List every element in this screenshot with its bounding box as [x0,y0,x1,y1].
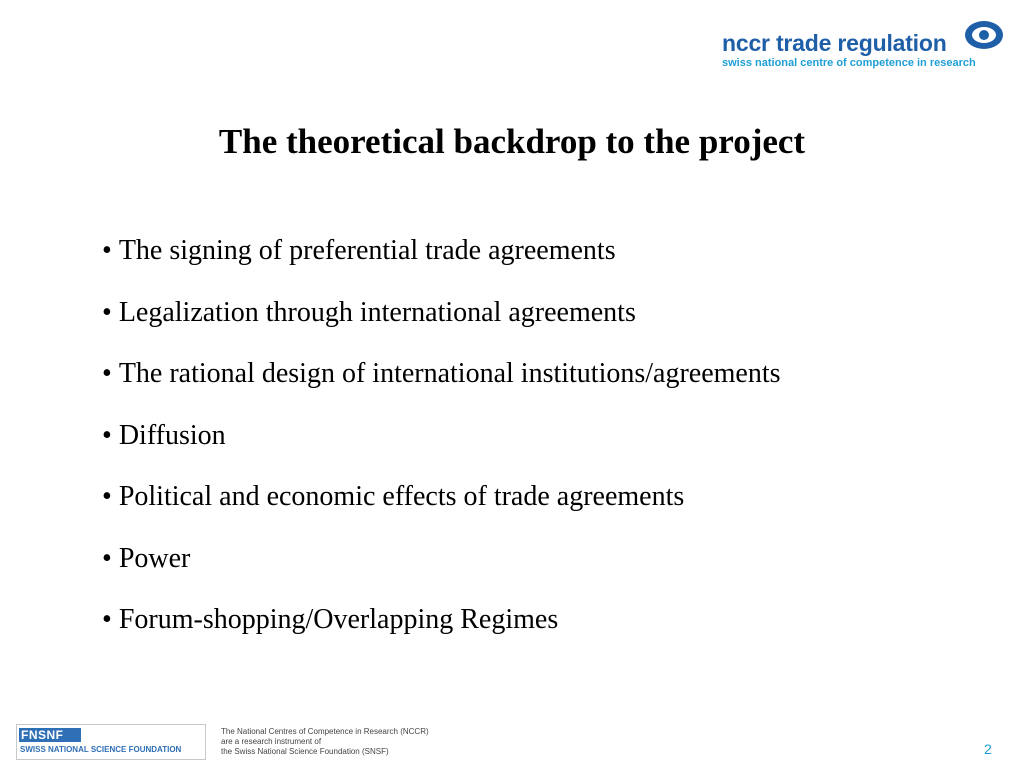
bullet-item [102,476,781,538]
footer-note [221,727,429,757]
bullet-mark: • [102,604,112,635]
bullet-text: Diffusion [118,419,226,451]
bullet-text: Forum-shopping/Overlapping Regimes [118,604,559,635]
bullet-text: Political and economic effects of trade agreements [118,481,685,512]
bullet-mark: • [102,296,112,328]
snf-logo-name: SWISS NATIONAL SCIENCE FOUNDATION [20,745,182,754]
bullet-item [102,415,781,477]
snf-logo-mark: FNSNF [19,728,81,742]
bullet-item [102,353,781,415]
bullet-mark: • [102,358,112,389]
bullet-text: The signing of preferential trade agreements [118,235,616,266]
nccr-logo-subtitle: swiss national centre of competence in research [722,57,976,69]
bullet-text: Power [118,542,191,574]
bullet-item [102,292,781,354]
footer-note-line: are a research instrument of [221,737,322,746]
page-number: 2 [984,741,992,757]
bullet-item [102,599,781,661]
bullet-mark: • [102,542,112,574]
bullet-text: The rational design of international institutions/agreements [118,358,781,389]
snf-logo [16,724,206,760]
bullet-mark: • [102,235,112,266]
footer-note-line: the Swiss National Science Foundation (SNSF) [221,747,389,756]
bullet-item [102,538,781,600]
bullet-list [102,230,781,661]
bullet-mark: • [102,419,112,451]
eye-icon [963,18,1005,52]
bullet-item [102,230,781,292]
slide-title: The theoretical backdrop to the project [218,122,806,161]
footer-note-line: The National Centres of Competence in Research (NCCR) [221,727,429,736]
nccr-logo-name: nccr trade regulation [722,30,947,56]
bullet-text: Legalization through international agreements [118,296,636,328]
bullet-mark: • [102,481,112,512]
nccr-logo [722,14,1012,74]
